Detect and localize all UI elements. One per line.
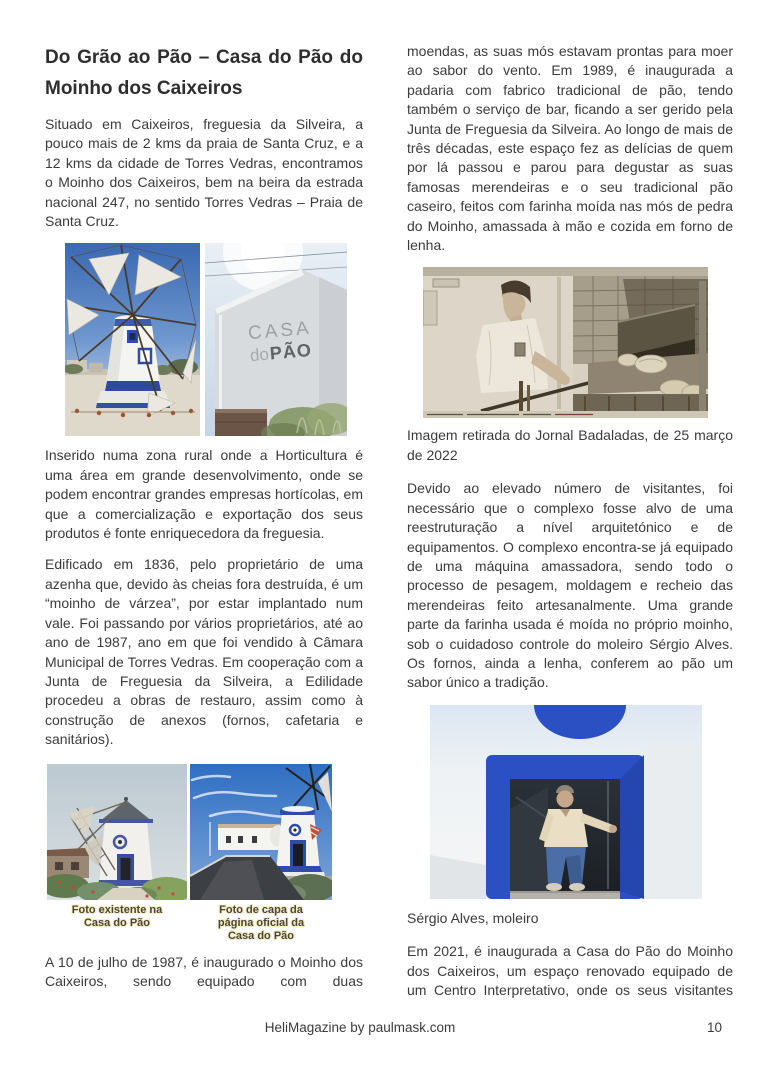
left-column [45, 42, 363, 1012]
miller-photo-caption: Sérgio Alves, moleiro [407, 909, 539, 926]
paragraph-inauguration: A 10 de julho de 1987, é inaugurado o Moinho dos Caixeiros, sendo equipado com duas [45, 953, 363, 989]
sign-word-casa: CASA [247, 318, 313, 345]
old-photo-caption-left: Foto existente na Casa do Pão [71, 903, 163, 929]
figure-old-photos [47, 764, 363, 943]
paragraph-bakery: moendas, as suas mós estavam prontas para moer ao sabor do vento. Em 1989, é inaugurada a padaria com fabrico tradicional de pão, tendo também o serviço de bar, ficando a ser gerido pela Junta de Freguesia da Silveira. Ao longo de mais de três décadas, este espaço fez as delícias de quem por lá passou e parou para degustar as suas famosas merendeiras e o seu tradicional pão caseiro, feitos com farinha moída nas mós de pedra do Moinho, amassada à mão e cozida em forno de lenha. [407, 43, 733, 254]
figure-miller-photo [430, 705, 733, 899]
oven-photo-caption: Imagem retirada do Jornal Badaladas, de 25 março de 2022 [407, 427, 733, 463]
article-title-line-1: Do Grão ao Pão – Casa do Pão do [45, 47, 363, 68]
figure-windmill-and-sign [65, 243, 363, 436]
windmill-photo [65, 243, 200, 436]
footer-text: HeliMagazine by paulmask.com [264, 1020, 456, 1035]
old-photo-cell-right [190, 764, 332, 943]
old-photo-cover-page [190, 764, 332, 900]
page-number: 10 [706, 1020, 722, 1035]
article-title [45, 42, 363, 104]
paragraph-history: Edificado em 1836, pelo proprietário de uma azenha que, devido às cheias fora destruída, é um “moinho de várzea”, por estar implantado num vale. Foi passando por vários proprietários, até ao ano de 1987, ano em que foi vendido à Câmara Municipal de Torres Vedras. Em cooperação com a Junta de Freguesia da Silveira, a Edilidade procedeu a obras de restauro, assim como à construção de anexos (fornos, cafetaria e sanitários). [45, 556, 363, 748]
miller-in-doorway-photo [430, 705, 702, 899]
casa-do-pao-sign-photo [205, 243, 347, 436]
paragraph-intro: Situado em Caixeiros, freguesia da Silveira, a pouco mais de 2 kms da praia de Santa Cruz, e a 12 kms da cidade de Torres Vedras, encontramos o Moinho dos Caixeiros, bem na beira da estrada nacional 247, no sentido Torres Vedras – Praia de Santa Cruz. [45, 116, 363, 230]
old-photo-caption-right: Foto de capa da página oficial da Casa do Pão [217, 903, 305, 942]
article-title-line-2: Moinho dos Caixeiros [45, 78, 243, 99]
baker-at-oven-photo [423, 267, 708, 418]
old-photo-cell-left [47, 764, 187, 943]
sign-word-pao: PÃO [269, 340, 313, 364]
paragraph-restructuring: Devido ao elevado número de visitantes, foi necessário que o complexo fosse alvo de uma reestruturação a nível arquitetónico e de equipamentos. O complexo encontra-se já equipado de uma máquina amassadora, sendo todo o processo de pesagem, moldagem e recheio das merendeiras feito artesanalmente. Uma grande parte da farinha usada é moída no próprio moinho, sob o cuidadoso controle do moleiro Sérgio Alves. Os fornos, ainda a lenha, conferem ao pão um sabor único a tradição. [407, 480, 733, 691]
figure-oven-photo [423, 267, 733, 418]
paragraph-2021: Em 2021, é inaugurada a Casa do Pão do Moinho dos Caixeiros, um espaço renovado equipado de um Centro Interpretativo, onde os seus visitantes [407, 943, 733, 998]
page-footer [0, 1020, 768, 1035]
old-photo-casa-do-pao [47, 764, 187, 900]
sign-word-do: do [249, 345, 270, 366]
paragraph-rural-zone: Inserido numa zona rural onde a Horticultura é uma área em grande desenvolvimento, onde se podem encontrar grandes empresas hortícolas, em que a comercialização e exportação dos seus produtos é fonte enriquecedora da freguesia. [45, 447, 363, 542]
right-column [407, 42, 733, 1012]
